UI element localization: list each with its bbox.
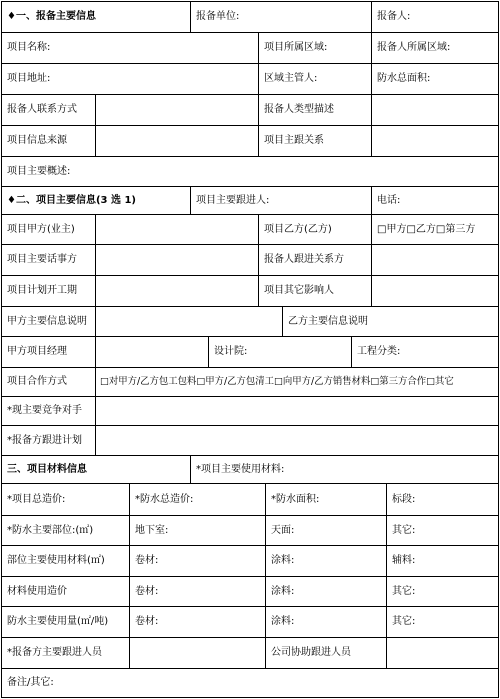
- cost-other-field[interactable]: 其它:: [386, 576, 499, 606]
- reporter-field[interactable]: 报备人:: [371, 1, 499, 32]
- other-influence-input[interactable]: [371, 275, 499, 306]
- phone-field[interactable]: 电话:: [371, 186, 499, 214]
- main-materials-field[interactable]: *项目主要使用材料:: [190, 455, 499, 483]
- reporter-type-input[interactable]: [371, 94, 499, 125]
- party-options-checkboxes[interactable]: □甲方□乙方□第三方: [371, 214, 499, 244]
- region-manager-field[interactable]: 区域主管人:: [258, 63, 371, 94]
- section3-title: 三、项目材料信息: [1, 455, 190, 483]
- main-speaker-label: 项目主要话事方: [1, 244, 95, 275]
- reporter-follow-input[interactable]: [371, 244, 499, 275]
- reporter-follower-input[interactable]: [129, 637, 265, 668]
- follower-field[interactable]: 项目主要跟进人:: [190, 186, 371, 214]
- parts-other-field[interactable]: 其它:: [386, 515, 499, 545]
- follow-plan-label: *报备方跟进计划: [1, 425, 95, 455]
- reporter-region-field[interactable]: 报备人所属区域:: [371, 32, 499, 63]
- main-relation-input[interactable]: [371, 125, 499, 156]
- party-a-info-label: 甲方主要信息说明: [1, 306, 95, 336]
- roof-field[interactable]: 天面:: [265, 515, 386, 545]
- waterproof-total-area-field[interactable]: 防水总面积:: [371, 63, 499, 94]
- parts-coil-field[interactable]: 卷材:: [129, 545, 265, 576]
- party-a-manager-input[interactable]: [95, 336, 208, 367]
- waterproof-cost-field[interactable]: *防水总造价:: [129, 483, 265, 515]
- parts-materials-label: 部位主要使用材料(㎡): [1, 545, 129, 576]
- material-cost-label: 材料使用造价: [1, 576, 129, 606]
- reporter-contact-input[interactable]: [95, 94, 258, 125]
- project-category-field[interactable]: 工程分类:: [351, 336, 499, 367]
- section1-title: ♦一、报备主要信息: [1, 1, 190, 32]
- reporter-follow-label: 报备人跟进关系方: [258, 244, 371, 275]
- party-b-label: 项目乙方(乙方): [258, 214, 371, 244]
- main-parts-label: *防水主要部位:(㎡): [1, 515, 129, 545]
- cost-coil-field[interactable]: 卷材:: [129, 576, 265, 606]
- design-institute-field[interactable]: 设计院:: [208, 336, 351, 367]
- info-source-label: 项目信息来源: [1, 125, 95, 156]
- party-a-label: 项目甲方(业主): [1, 214, 95, 244]
- main-relation-label: 项目主跟关系: [258, 125, 371, 156]
- party-a-manager-label: 甲方项目经理: [1, 336, 95, 367]
- competitors-label: *现主要竞争对手: [1, 396, 95, 425]
- section2-title: ♦二、项目主要信息(3 选 1): [1, 186, 190, 214]
- reporter-unit-field[interactable]: 报备单位:: [190, 1, 371, 32]
- main-speaker-input[interactable]: [95, 244, 258, 275]
- reporter-type-label: 报备人类型描述: [258, 94, 371, 125]
- auxiliary-field[interactable]: 辅料:: [386, 545, 499, 576]
- project-name-field[interactable]: 项目名称:: [1, 32, 258, 63]
- cooperation-options-checkboxes[interactable]: □对甲方/乙方包工包料□甲方/乙方包清工□向甲方/乙方销售材料□第三方合作□其它: [95, 367, 499, 396]
- usage-coil-field[interactable]: 卷材:: [129, 606, 265, 637]
- waterproof-area-field[interactable]: *防水面积:: [265, 483, 386, 515]
- plan-start-input[interactable]: [95, 275, 258, 306]
- project-region-field[interactable]: 项目所属区域:: [258, 32, 371, 63]
- company-assist-label: 公司协助跟进人员: [265, 637, 386, 668]
- info-source-input[interactable]: [95, 125, 258, 156]
- cooperation-label: 项目合作方式: [1, 367, 95, 396]
- cost-coating-field[interactable]: 涂料:: [265, 576, 386, 606]
- total-cost-field[interactable]: *项目总造价:: [1, 483, 129, 515]
- table-bottom-border: [1, 697, 499, 698]
- bid-section-field[interactable]: 标段:: [386, 483, 499, 515]
- usage-qty-label: 防水主要使用量(㎡/吨): [1, 606, 129, 637]
- table-right-border: [498, 1, 499, 698]
- basement-field[interactable]: 地下室:: [129, 515, 265, 545]
- party-a-info-input[interactable]: [95, 306, 282, 336]
- reporter-contact-label: 报备人联系方式: [1, 94, 95, 125]
- parts-coating-field[interactable]: 涂料:: [265, 545, 386, 576]
- reporter-follower-label: *报备方主要跟进人员: [1, 637, 129, 668]
- project-address-field[interactable]: 项目地址:: [1, 63, 258, 94]
- usage-coating-field[interactable]: 涂料:: [265, 606, 386, 637]
- other-influence-label: 项目其它影响人: [258, 275, 371, 306]
- party-a-input[interactable]: [95, 214, 258, 244]
- company-assist-input[interactable]: [386, 637, 499, 668]
- remarks-field[interactable]: 备注/其它:: [1, 668, 499, 697]
- project-overview-field[interactable]: 项目主要概述:: [1, 156, 499, 186]
- party-b-info-field[interactable]: 乙方主要信息说明: [282, 306, 499, 336]
- plan-start-label: 项目计划开工期: [1, 275, 95, 306]
- follow-plan-input[interactable]: [95, 425, 499, 455]
- usage-other-field[interactable]: 其它:: [386, 606, 499, 637]
- competitors-input[interactable]: [95, 396, 499, 425]
